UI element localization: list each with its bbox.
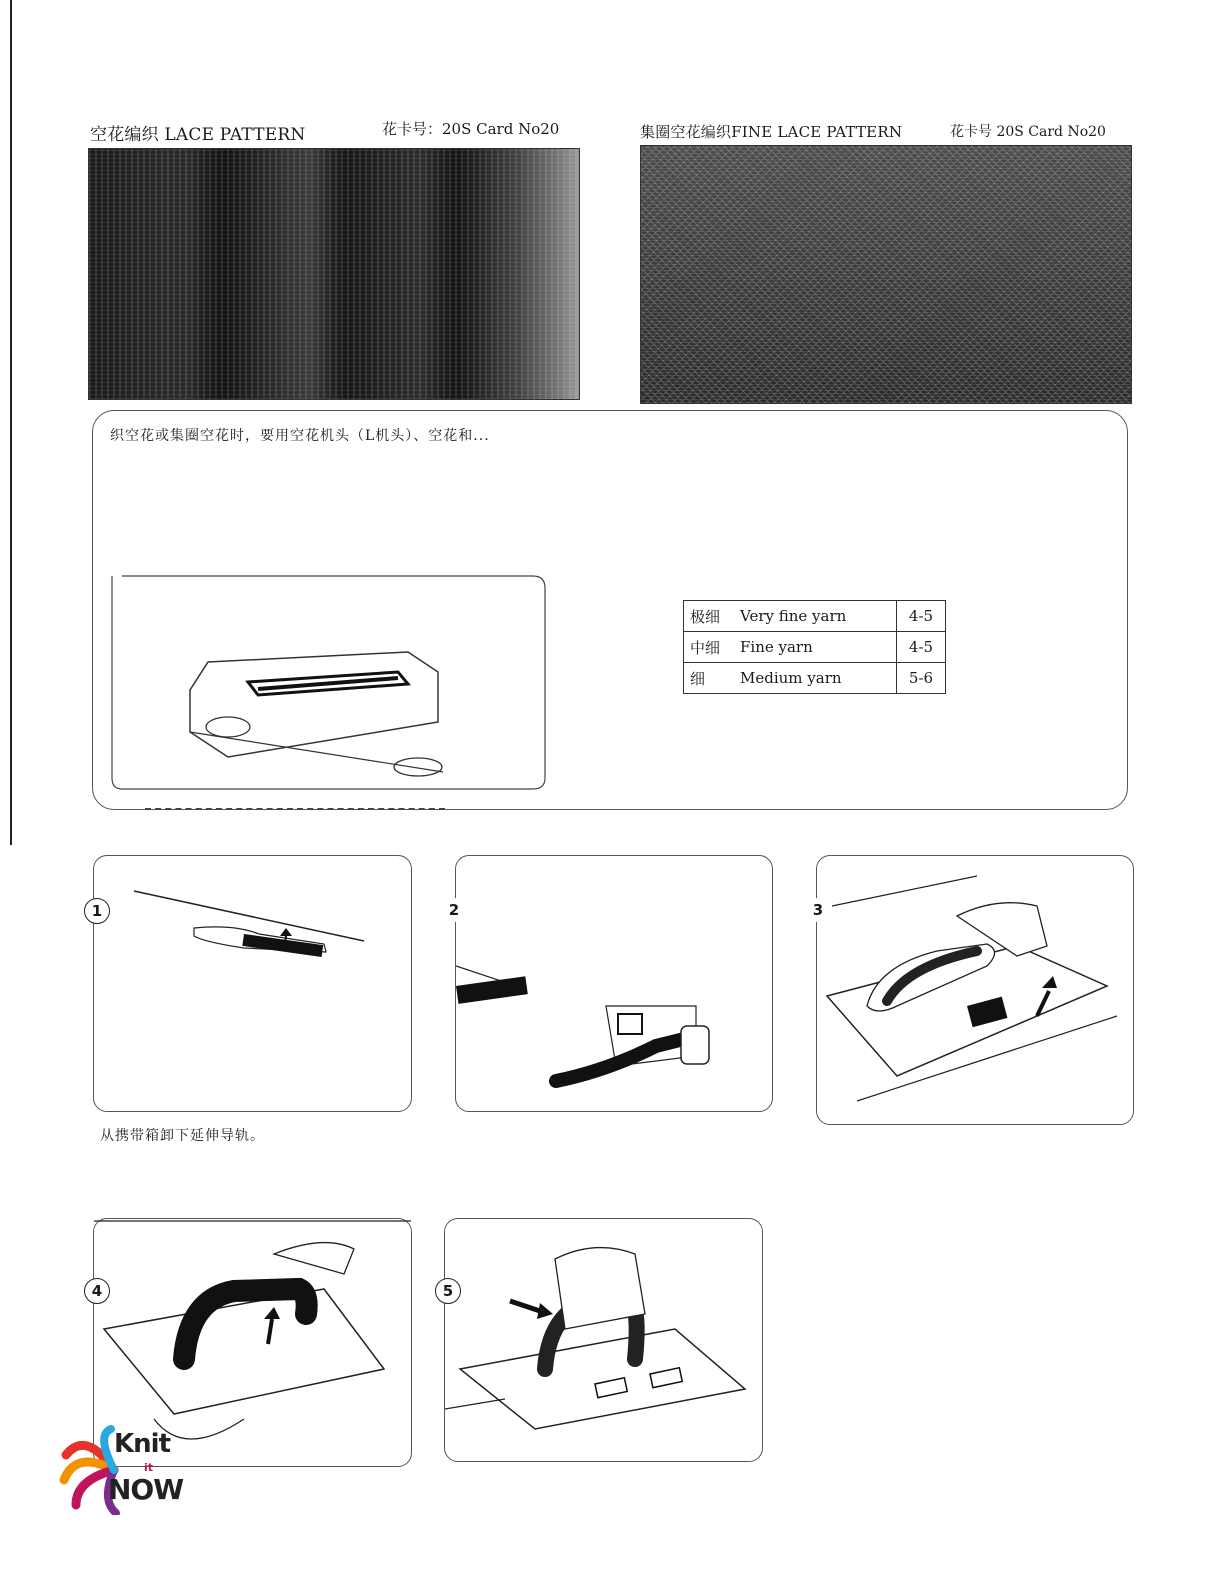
table-row bbox=[684, 632, 946, 663]
step-5-number: 5 bbox=[435, 1278, 461, 1304]
step-3-panel bbox=[816, 855, 1134, 1125]
fine-lace-pattern-title: 集圈空花编织FINE LACE PATTERN bbox=[640, 123, 903, 141]
step-4-number: 4 bbox=[84, 1278, 110, 1304]
scan-page-edge bbox=[10, 0, 12, 845]
yarn-zh: 中细 bbox=[684, 632, 735, 663]
lace-carriage-instruction: 织空花或集圈空花时，要用空花机头（L机头）、空花和... bbox=[110, 428, 490, 444]
logo-now-text: NOW bbox=[108, 1473, 184, 1506]
step-2-illustration bbox=[456, 856, 772, 1111]
step-1-panel bbox=[93, 855, 412, 1112]
yarn-zh: 极细 bbox=[684, 601, 735, 632]
yarn-tension-table bbox=[683, 600, 946, 694]
step-2-panel bbox=[455, 855, 773, 1112]
step-2-number: 2 bbox=[442, 898, 466, 922]
step-3-number: 3 bbox=[806, 898, 830, 922]
step-5-panel bbox=[444, 1218, 763, 1462]
lace-pattern-swatch bbox=[88, 148, 580, 400]
table-row bbox=[684, 663, 946, 694]
yarn-en: Medium yarn bbox=[734, 663, 897, 694]
step-1-number: 1 bbox=[84, 898, 110, 924]
yarn-value: 4-5 bbox=[897, 601, 946, 632]
fine-lace-pattern-swatch bbox=[640, 145, 1132, 404]
logo-it-text: it bbox=[144, 1461, 154, 1474]
dashed-divider bbox=[145, 808, 445, 810]
step-5-illustration bbox=[445, 1219, 762, 1461]
yarn-zh: 细 bbox=[684, 663, 735, 694]
lace-carriage-illustration bbox=[108, 572, 548, 794]
step-3-illustration bbox=[817, 856, 1133, 1124]
table-row bbox=[684, 601, 946, 632]
knit-it-now-logo bbox=[56, 1425, 186, 1515]
lace-pattern-title: 空花编织 LACE PATTERN bbox=[90, 125, 306, 145]
yarn-value: 5-6 bbox=[897, 663, 946, 694]
yarn-en: Fine yarn bbox=[734, 632, 897, 663]
logo-knit-text: Knit bbox=[114, 1429, 170, 1459]
fine-lace-card-number: 花卡号 20S Card No20 bbox=[950, 124, 1106, 140]
step-1-illustration bbox=[94, 856, 411, 1111]
step-1-caption: 从携带箱卸下延伸导轨。 bbox=[100, 1128, 265, 1144]
yarn-en: Very fine yarn bbox=[734, 601, 897, 632]
yarn-value: 4-5 bbox=[897, 632, 946, 663]
lace-card-number: 花卡号：20S Card No20 bbox=[382, 120, 560, 138]
